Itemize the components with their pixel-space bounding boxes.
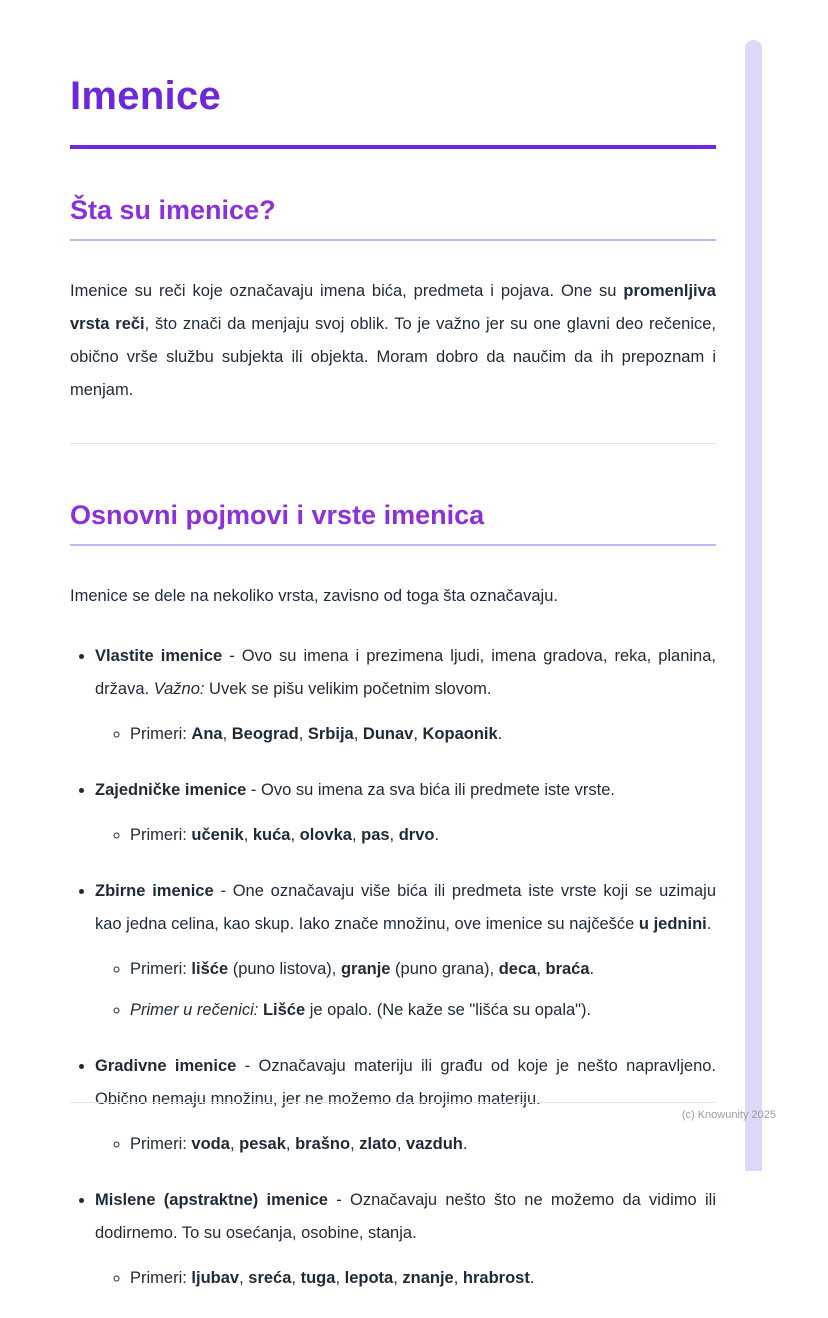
section-divider [70, 443, 716, 444]
section-heading: Osnovni pojmovi i vrste imenica [70, 500, 485, 530]
text-segment: drvo [398, 826, 435, 844]
text-segment: deca [498, 960, 537, 978]
text-segment: (puno listova), [228, 960, 341, 978]
text-segment: hrabrost [462, 1269, 530, 1287]
sub-bullet-list [95, 1128, 716, 1161]
sub-list-item [130, 718, 716, 751]
text-segment: . [497, 725, 503, 743]
sub-list-item [130, 994, 716, 1027]
list-item-text [95, 875, 716, 941]
text-segment: , [291, 1269, 301, 1287]
heading-underline [70, 544, 716, 546]
text-segment: kuća [252, 826, 291, 844]
text-segment: , [239, 1269, 249, 1287]
text-segment: - One označavaju više bića ili predmeta iste vrste koji se uzimaju kao jedna celina, kao skup. Iako znače množinu, ove imenice su najčešće [95, 882, 716, 933]
text-segment: , [222, 725, 232, 743]
list-item [95, 640, 716, 751]
text-segment: , [413, 725, 423, 743]
text-segment: tuga [300, 1269, 336, 1287]
sub-list-item [130, 953, 716, 986]
paragraph [70, 580, 716, 613]
text-segment: Važno: [153, 680, 205, 698]
text-segment: olovka [299, 826, 352, 844]
text-segment: , [350, 1135, 360, 1153]
text-segment: , [229, 1135, 240, 1153]
page-title: Imenice [70, 74, 222, 118]
text-segment: sreća [248, 1269, 292, 1287]
list-item-text [95, 640, 716, 706]
text-segment: , [290, 826, 300, 844]
text-segment: Dunav [362, 725, 414, 743]
text-segment: ljubav [191, 1269, 240, 1287]
title-rule [70, 145, 716, 149]
text-segment: zlato [359, 1135, 397, 1153]
text-segment: , [393, 1269, 403, 1287]
text-segment: Gradivne imenice [95, 1057, 237, 1075]
text-segment: Ana [191, 725, 223, 743]
sub-list-item [130, 819, 716, 852]
text-segment: Primeri: [130, 826, 192, 844]
list-item [95, 1184, 716, 1295]
text-segment: Zajedničke imenice [95, 781, 247, 799]
text-segment: Primeri: [130, 1135, 192, 1153]
list-item [95, 1050, 716, 1161]
text-segment: lišće [191, 960, 229, 978]
text-segment: promenljiva vrsta reči [70, 282, 716, 333]
text-segment: , što znači da menjaju svoj oblik. To je važno jer su one glavni deo rečenice, obično vrše službu subjekta ili objekta. Moram dobro da naučim da ih prepoznam i menjam. [70, 315, 717, 399]
text-segment: Imenice su reči koje označavaju imena bića, predmeta i pojava. One su [70, 282, 624, 300]
list-item [95, 875, 716, 1027]
text-segment: vazduh [406, 1135, 463, 1153]
text-segment: brašno [295, 1135, 351, 1153]
text-segment: , [536, 960, 546, 978]
text-segment: Imenice se dele na nekoliko vrsta, zavisno od toga šta označavaju. [70, 587, 558, 605]
text-segment: braća [545, 960, 590, 978]
text-segment: Mislene (apstraktne) imenice [95, 1191, 328, 1209]
list-item-text [95, 1184, 716, 1250]
sub-list-item [130, 1128, 716, 1161]
text-segment: . [529, 1269, 535, 1287]
text-segment: Uvek se pišu velikim početnim slovom. [204, 680, 492, 698]
sub-bullet-list [95, 718, 716, 751]
text-segment: Primeri: [130, 960, 192, 978]
text-segment: - Ovo su imena i prezimena ljudi, imena gradova, reka, planina, država. [95, 647, 716, 698]
text-segment: znanje [402, 1269, 454, 1287]
sub-list-item [130, 1262, 716, 1295]
text-segment: , [389, 826, 399, 844]
text-segment: - Označavaju materiju ili građu od koje je nešto napravljeno. Obično nemaju množinu, jer ne možemo da brojimo materiju. [95, 1057, 717, 1108]
text-segment: Srbija [307, 725, 354, 743]
text-segment: . [589, 960, 595, 978]
text-segment: Beograd [231, 725, 299, 743]
text-segment: , [285, 1135, 296, 1153]
sub-bullet-list [95, 953, 716, 1027]
text-segment: - Ovo su imena za sva bića ili predmete iste vrste. [246, 781, 615, 799]
text-segment: Vlastite imenice [95, 647, 223, 665]
list-item-text [95, 1050, 716, 1116]
footer-rule [70, 1102, 716, 1103]
text-segment: - Označavaju nešto što ne možemo da vidimo ili dodirnemo. To su osećanja, osobine, stanja. [95, 1191, 717, 1242]
text-segment: , [396, 1135, 407, 1153]
sub-bullet-list [95, 819, 716, 852]
text-segment: pesak [239, 1135, 286, 1153]
list-item [95, 774, 716, 852]
sub-bullet-list [95, 1262, 716, 1295]
text-segment: . [462, 1135, 468, 1153]
text-segment: Primeri: [130, 725, 192, 743]
text-segment: pas [361, 826, 390, 844]
sections-container [70, 195, 716, 1295]
paragraph [70, 275, 716, 407]
text-segment: Primeri: [130, 1269, 192, 1287]
footer-credit: (c) Knowunity 2025 [681, 1109, 776, 1121]
text-segment: , [353, 725, 363, 743]
text-segment: , [335, 1269, 345, 1287]
list-item-text [95, 774, 716, 807]
text-segment: lepota [344, 1269, 394, 1287]
text-segment: . [706, 915, 712, 933]
text-segment: (puno grana), [390, 960, 499, 978]
text-segment: Kopaonik [422, 725, 498, 743]
section-heading: Šta su imenice? [70, 195, 276, 225]
decorative-stripe [745, 40, 762, 1171]
text-segment: u jednini [638, 915, 707, 933]
text-segment: granje [340, 960, 391, 978]
text-segment: Primer u rečenici: [130, 1001, 259, 1019]
bullet-list [70, 640, 716, 1295]
text-segment: učenik [191, 826, 244, 844]
text-segment: je opalo. (Ne kaže se "lišća su opala"). [305, 1001, 592, 1019]
text-segment: . [434, 826, 440, 844]
text-segment: , [453, 1269, 463, 1287]
text-segment: Lišće [262, 1001, 306, 1019]
text-segment: voda [191, 1135, 230, 1153]
heading-underline [70, 239, 716, 241]
text-segment: , [298, 725, 308, 743]
text-segment: Zbirne imenice [95, 882, 214, 900]
document-content [70, 0, 716, 1318]
text-segment: , [243, 826, 253, 844]
text-segment: , [351, 826, 362, 844]
